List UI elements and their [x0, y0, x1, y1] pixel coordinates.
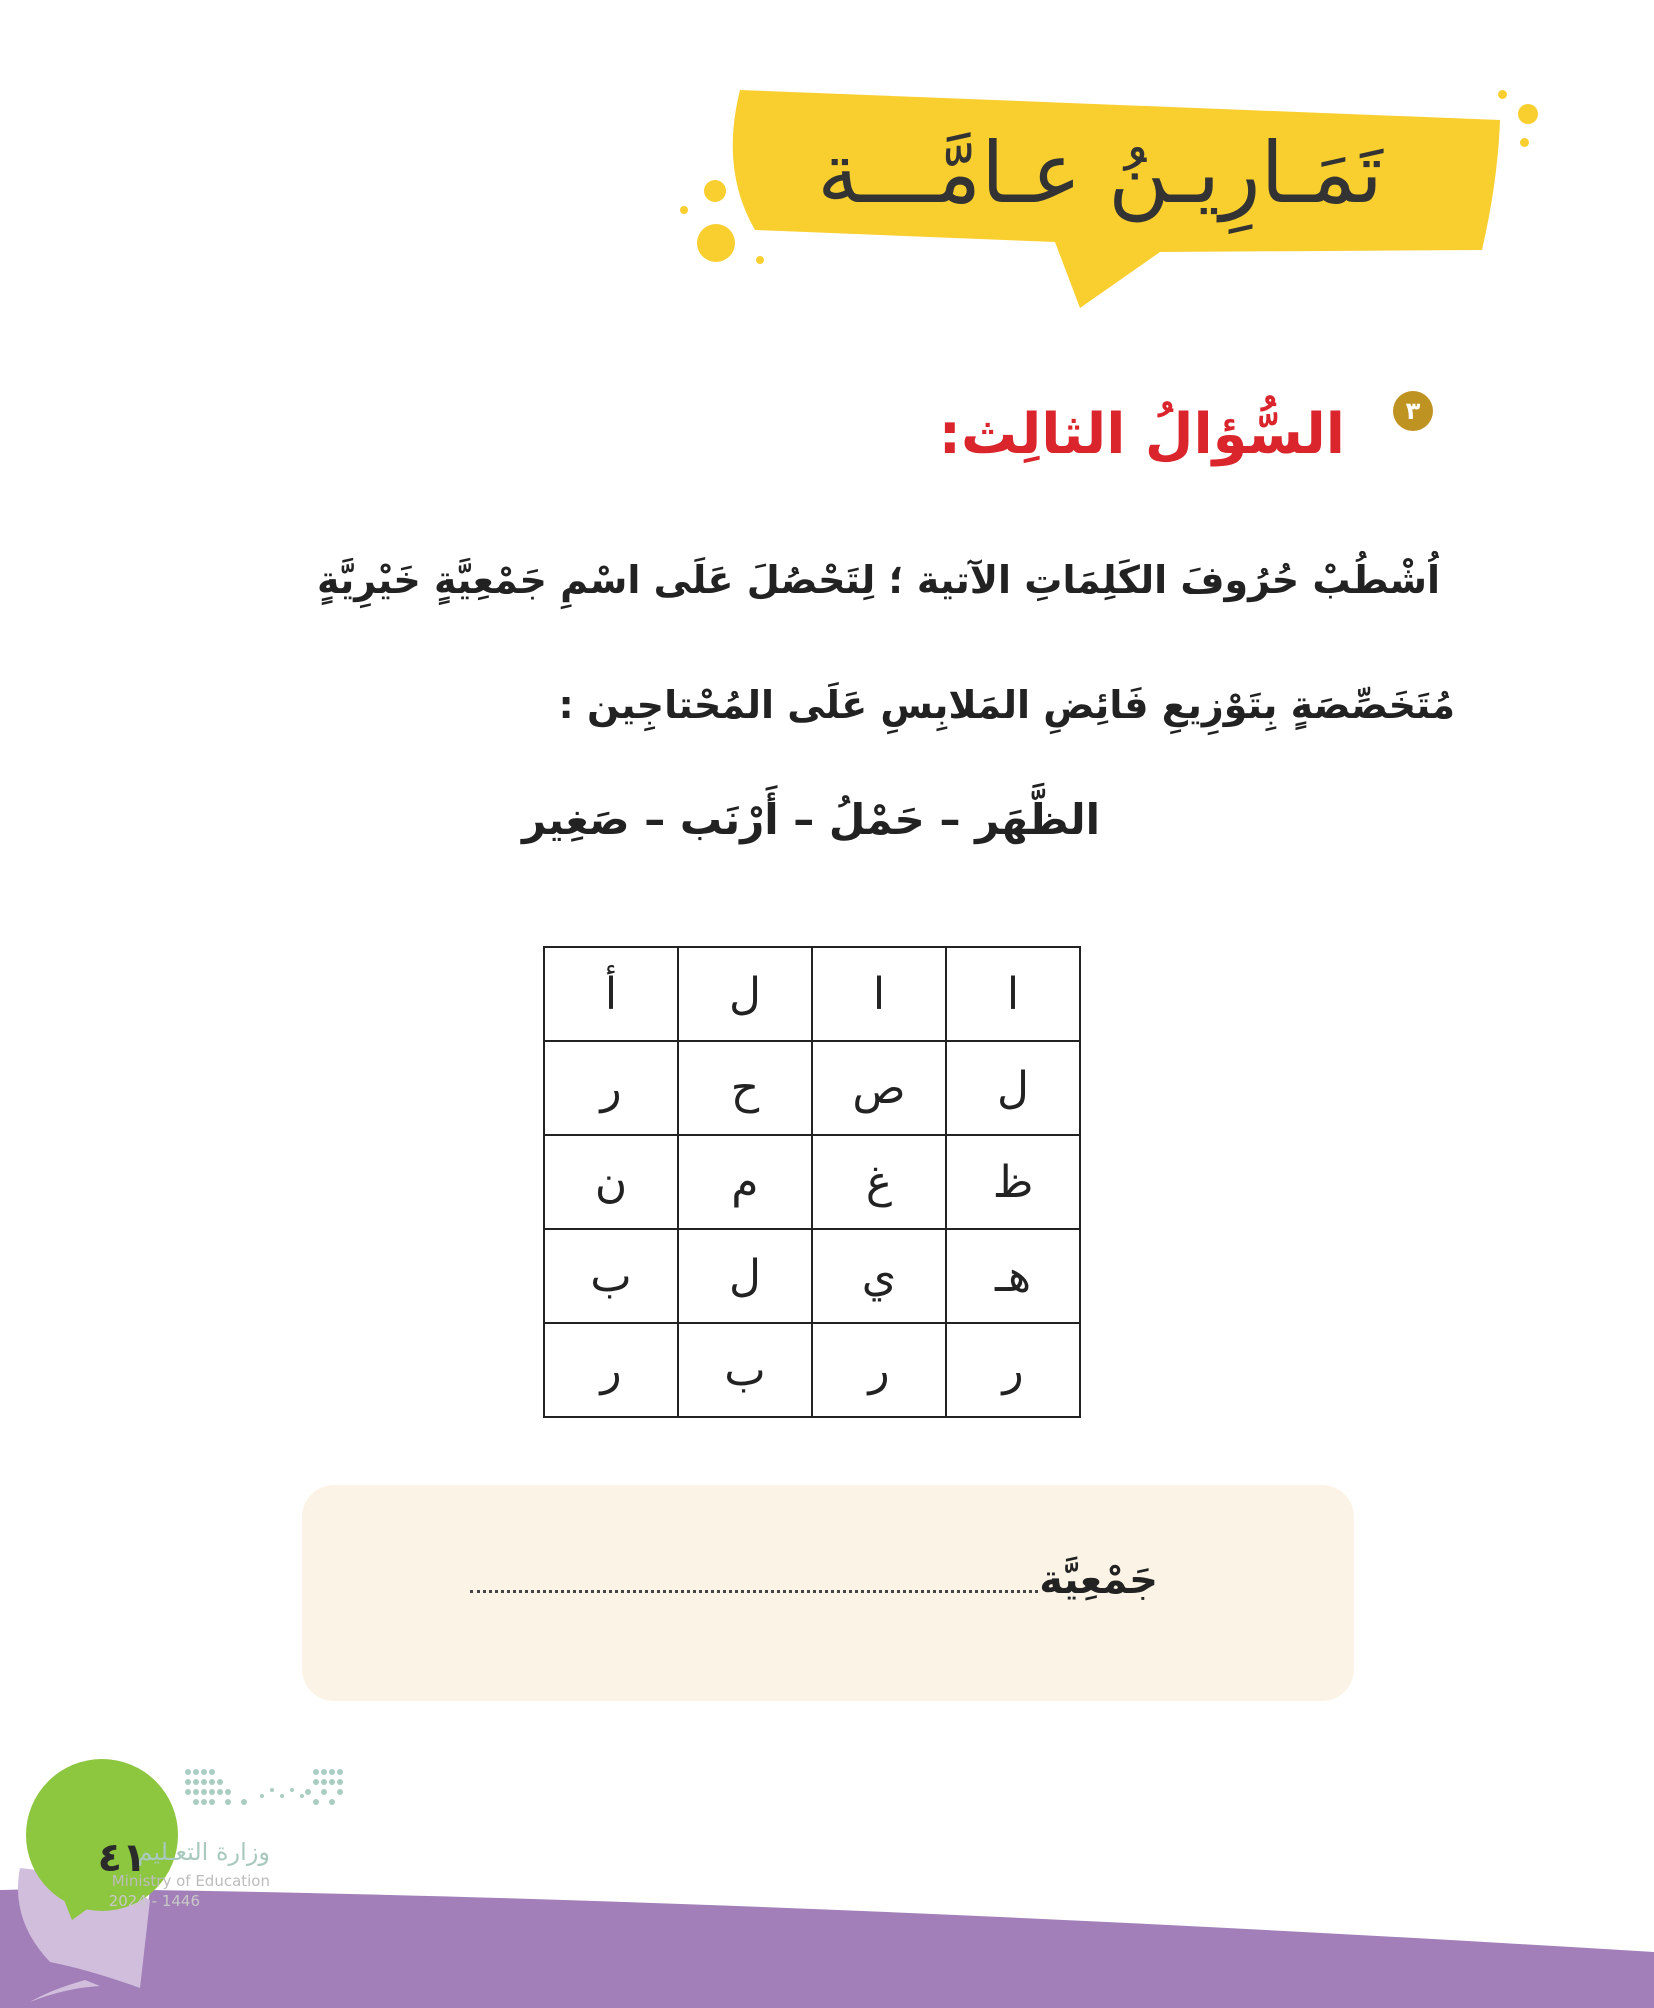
- grid-cell[interactable]: أ: [544, 947, 678, 1041]
- decor-dot: [1498, 90, 1507, 99]
- grid-cell[interactable]: ر: [812, 1323, 946, 1417]
- page-title: تَمَـارِيـنُ عـامَّـــة: [817, 124, 1383, 222]
- grid-row: [544, 1041, 1080, 1135]
- question-number-badge: ٣: [1393, 391, 1433, 431]
- grid-cell[interactable]: ي: [812, 1229, 946, 1323]
- decor-dot: [697, 224, 735, 262]
- grid-cell[interactable]: ل: [946, 1041, 1080, 1135]
- decor-dot: [680, 206, 688, 214]
- grid-cell[interactable]: ل: [678, 1229, 812, 1323]
- instruction-line-2: مُتَخَصِّصَةٍ بِتَوْزِيعِ فَائِضِ المَلابِسِ عَلَى المُحْتاجِين :: [558, 683, 1455, 727]
- grid-cell[interactable]: ب: [544, 1229, 678, 1323]
- grid-cell[interactable]: ن: [544, 1135, 678, 1229]
- answer-label: جَمْعِيَّة: [1039, 1557, 1158, 1603]
- grid-cell[interactable]: م: [678, 1135, 812, 1229]
- grid-cell[interactable]: ر: [544, 1041, 678, 1135]
- grid-cell[interactable]: ا: [812, 947, 946, 1041]
- grid-row: [544, 947, 1080, 1041]
- page-number: ٤١: [97, 1835, 147, 1881]
- answer-box: [302, 1485, 1354, 1701]
- grid-cell[interactable]: هـ: [946, 1229, 1080, 1323]
- decor-dot: [756, 256, 764, 264]
- grid-cell[interactable]: ا: [946, 947, 1080, 1041]
- ministry-logo-icon: [182, 1766, 352, 1816]
- ministry-year: 2024 - 1446: [108, 1892, 200, 1910]
- question-title: السُّؤالُ الثالِث:: [938, 402, 1345, 467]
- grid-cell[interactable]: ر: [946, 1323, 1080, 1417]
- grid-row: [544, 1135, 1080, 1229]
- ministry-name-english: Ministry of Education: [111, 1872, 270, 1890]
- grid-row: [544, 1229, 1080, 1323]
- grid-cell[interactable]: ر: [544, 1323, 678, 1417]
- decor-dot: [704, 180, 726, 202]
- decor-dot: [1518, 104, 1538, 124]
- grid-cell[interactable]: ص: [812, 1041, 946, 1135]
- grid-cell[interactable]: ظ: [946, 1135, 1080, 1229]
- letter-grid: [543, 946, 1081, 1418]
- answer-input-line[interactable]: [470, 1590, 1038, 1593]
- grid-row: [544, 1323, 1080, 1417]
- grid-cell[interactable]: غ: [812, 1135, 946, 1229]
- instruction-line-1: اُشْطُبْ حُرُوفَ الكَلِمَاتِ الآتية ؛ لِتَحْصُلَ عَلَى اسْمِ جَمْعِيَّةٍ خَيْرِيَّةٍ: [316, 558, 1440, 602]
- ministry-name-arabic: وزارة التعـليم: [137, 1838, 270, 1866]
- decor-dot: [1520, 138, 1529, 147]
- grid-cell[interactable]: ح: [678, 1041, 812, 1135]
- word-list: الظَّهَر – حَمْلُ – أَرْنَب – صَغِير: [522, 795, 1100, 844]
- grid-cell[interactable]: ل: [678, 947, 812, 1041]
- grid-cell[interactable]: ب: [678, 1323, 812, 1417]
